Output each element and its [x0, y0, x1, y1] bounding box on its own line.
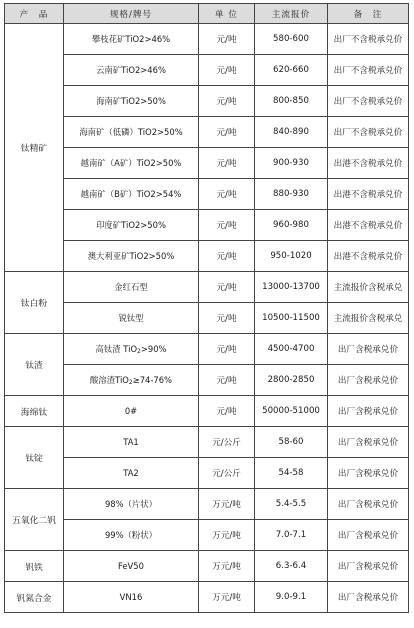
spec-cell: VN16	[64, 582, 199, 613]
unit-cell: 元/吨	[199, 272, 255, 303]
price-cell: 900-930	[255, 148, 328, 179]
unit-cell: 元/吨	[199, 117, 255, 148]
price-cell: 6.3-6.4	[255, 551, 328, 582]
price-cell: 5.4-5.5	[255, 489, 328, 520]
note-cell: 出港不含税承兑价	[328, 179, 409, 210]
header-product: 产 品	[5, 4, 64, 24]
price-cell: 880-930	[255, 179, 328, 210]
table-row	[5, 551, 409, 582]
category-cell: 钛白粉	[5, 272, 64, 334]
table-row	[5, 427, 409, 458]
table-row	[5, 489, 409, 520]
price-cell: 950-1020	[255, 241, 328, 272]
spec-text: 酸溶渣TiO	[89, 375, 129, 385]
spec-cell	[64, 334, 199, 365]
table-row	[5, 179, 409, 210]
unit-cell: 元/吨	[199, 148, 255, 179]
price-cell: 620-660	[255, 55, 328, 86]
note-cell: 出港不含税承兑价	[328, 148, 409, 179]
table-row	[5, 303, 409, 334]
unit-cell: 元/吨	[199, 365, 255, 396]
category-cell: 钛锭	[5, 427, 64, 489]
price-cell: 840-890	[255, 117, 328, 148]
spec-cell: 云南矿TiO2>46%	[64, 55, 199, 86]
header-spec: 规格/牌号	[64, 4, 199, 24]
price-cell: 50000-51000	[255, 396, 328, 427]
table-row	[5, 55, 409, 86]
price-table	[4, 3, 409, 613]
spec-cell: 0#	[64, 396, 199, 427]
unit-cell: 元/吨	[199, 210, 255, 241]
spec-cell: TA2	[64, 458, 199, 489]
price-cell: 10500-11500	[255, 303, 328, 334]
table-row	[5, 396, 409, 427]
spec-cell: 98%（片状）	[64, 489, 199, 520]
price-cell: 13000-13700	[255, 272, 328, 303]
price-cell: 960-980	[255, 210, 328, 241]
note-cell: 出厂含税承兑价	[328, 396, 409, 427]
note-cell: 出厂含税承兑价	[328, 334, 409, 365]
unit-cell: 元/吨	[199, 179, 255, 210]
note-cell: 出厂含税承兑价	[328, 520, 409, 551]
price-cell: 9.0-9.1	[255, 582, 328, 613]
spec-cell: TA1	[64, 427, 199, 458]
note-cell: 出厂不含税承兑价	[328, 86, 409, 117]
spec-text-suffix: ≥74-76%	[132, 375, 173, 385]
price-cell: 2800-2850	[255, 365, 328, 396]
note-cell: 出港不含税承兑价	[328, 210, 409, 241]
unit-cell: 元/吨	[199, 24, 255, 55]
unit-cell: 元/吨	[199, 334, 255, 365]
spec-cell: 越南矿（B矿）TiO2>54%	[64, 179, 199, 210]
category-cell: 五氧化二钒	[5, 489, 64, 551]
spec-subscript: 2	[137, 348, 141, 355]
table-row	[5, 458, 409, 489]
table-row	[5, 86, 409, 117]
category-cell: 钛渣	[5, 334, 64, 396]
spec-cell: FeV50	[64, 551, 199, 582]
table-row	[5, 24, 409, 55]
category-cell: 钛精矿	[5, 24, 64, 272]
header-price: 主流报价	[255, 4, 328, 24]
note-cell: 出厂不含税承兑价	[328, 24, 409, 55]
table-row	[5, 148, 409, 179]
unit-cell: 元/吨	[199, 396, 255, 427]
spec-cell: 海南矿（低磷）TiO2>50%	[64, 117, 199, 148]
spec-text: 高钛渣 TiO	[95, 344, 138, 354]
table-row	[5, 272, 409, 303]
unit-cell: 元/吨	[199, 86, 255, 117]
note-cell: 主流报价含税承兑	[328, 272, 409, 303]
note-cell: 出厂含税承兑价	[328, 551, 409, 582]
unit-cell: 万元/吨	[199, 582, 255, 613]
note-cell: 出厂不含税承兑价	[328, 55, 409, 86]
price-cell: 7.0-7.1	[255, 520, 328, 551]
unit-cell: 元/公斤	[199, 458, 255, 489]
note-cell: 主流报价含税承兑	[328, 303, 409, 334]
spec-cell: 锐钛型	[64, 303, 199, 334]
unit-cell: 万元/吨	[199, 520, 255, 551]
note-cell: 出厂不含税承兑价	[328, 117, 409, 148]
spec-cell: 攀枝花矿TiO2>46%	[64, 24, 199, 55]
unit-cell: 元/公斤	[199, 427, 255, 458]
unit-cell: 元/吨	[199, 241, 255, 272]
price-cell: 580-600	[255, 24, 328, 55]
unit-cell: 元/吨	[199, 55, 255, 86]
category-cell: 钒氮合金	[5, 582, 64, 613]
header-unit: 单 位	[199, 4, 255, 24]
spec-cell: 99%（粉状）	[64, 520, 199, 551]
price-cell: 4500-4700	[255, 334, 328, 365]
spec-cell: 金红石型	[64, 272, 199, 303]
spec-cell: 海南矿TiO2>50%	[64, 86, 199, 117]
spec-text-suffix: >90%	[140, 344, 167, 354]
unit-cell: 万元/吨	[199, 551, 255, 582]
header-note: 备 注	[328, 4, 409, 24]
table-row	[5, 210, 409, 241]
table-row	[5, 520, 409, 551]
table-row	[5, 365, 409, 396]
note-cell: 出港不含税承兑价	[328, 241, 409, 272]
price-cell: 58-60	[255, 427, 328, 458]
price-cell: 54-58	[255, 458, 328, 489]
note-cell: 出厂含税承兑价	[328, 458, 409, 489]
category-cell: 海绵钛	[5, 396, 64, 427]
table-row	[5, 582, 409, 613]
spec-cell	[64, 365, 199, 396]
table-row	[5, 241, 409, 272]
unit-cell: 万元/吨	[199, 489, 255, 520]
table-header-row	[5, 4, 409, 24]
spec-cell: 越南矿（A矿）TiO2>50%	[64, 148, 199, 179]
note-cell: 出厂含税承兑价	[328, 582, 409, 613]
spec-cell: 印度矿TiO2>50%	[64, 210, 199, 241]
note-cell: 出厂含税承兑价	[328, 365, 409, 396]
category-cell: 钒铁	[5, 551, 64, 582]
note-cell: 出厂含税承兑价	[328, 489, 409, 520]
spec-subscript: 2	[128, 379, 133, 386]
price-table-container	[4, 3, 408, 613]
price-cell: 800-850	[255, 86, 328, 117]
unit-cell: 元/吨	[199, 303, 255, 334]
table-row	[5, 334, 409, 365]
table-row	[5, 117, 409, 148]
note-cell: 出厂含税承兑价	[328, 427, 409, 458]
spec-cell: 澳大利亚矿TiO2>50%	[64, 241, 199, 272]
